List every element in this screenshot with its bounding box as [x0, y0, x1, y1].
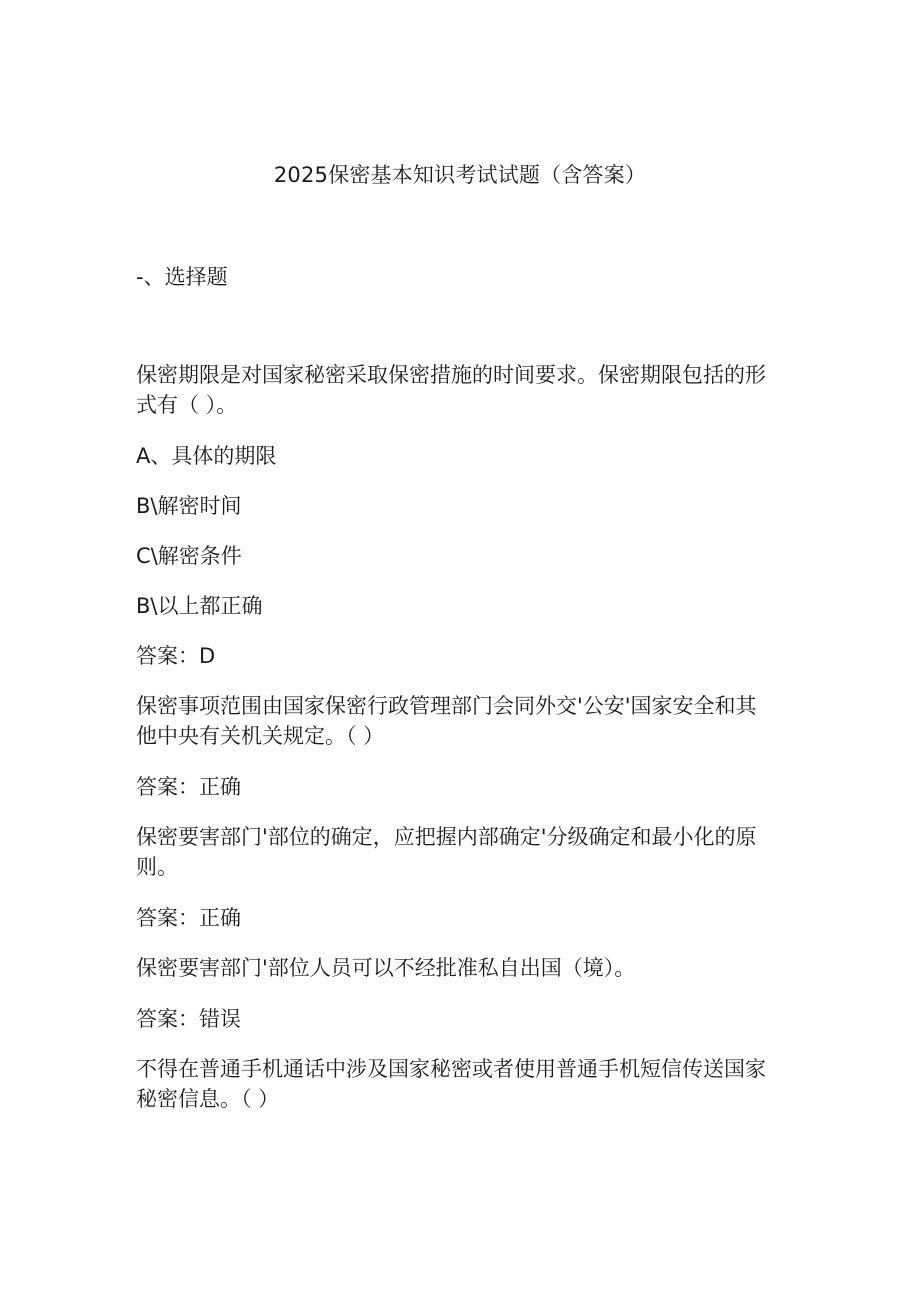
question-text: 保密期限是对国家秘密采取保密措施的时间要求。保密期限包括的形式有（ ）。: [136, 363, 766, 417]
answer-text: 答案：正确: [136, 775, 241, 799]
option-d: B\以上都正确: [136, 594, 263, 618]
question-text: 保密事项范围由国家保密行政管理部门会同外交'公安'国家安全和其他中央有关机关规定。（ ）: [136, 694, 757, 748]
option-c: C\解密条件: [136, 544, 242, 568]
answer-text: 答案：D: [136, 644, 216, 668]
answer-text: 答案：正确: [136, 906, 241, 930]
question-text: 不得在普通手机通话中涉及国家秘密或者使用普通手机短信传送国家秘密信息。（ ）: [136, 1057, 766, 1111]
document-title: 2025保密基本知识考试试题（含答案）: [273, 163, 647, 187]
section-heading: -、选择题: [136, 265, 228, 289]
question-text: 保密要害部门'部位人员可以不经批准私自出国（境）。: [136, 956, 636, 980]
question-text: 保密要害部门'部位的确定，应把握内部确定'分级确定和最小化的原则。: [136, 825, 757, 879]
answer-text: 答案：错误: [136, 1007, 241, 1031]
option-a: A、具体的期限: [136, 444, 277, 468]
question-list: [136, 360, 776, 1135]
option-b: B\解密时间: [136, 494, 242, 518]
